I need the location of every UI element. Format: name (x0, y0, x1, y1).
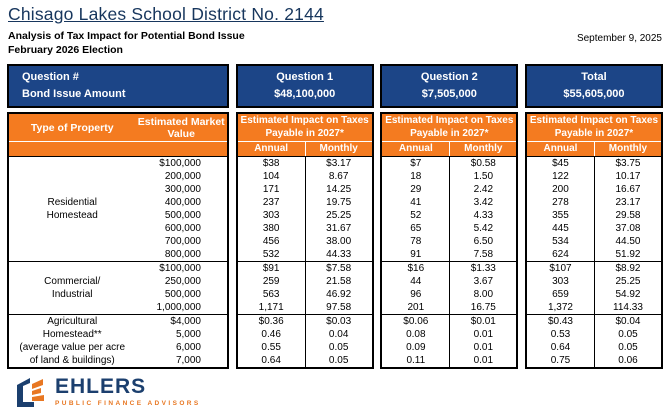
table-row (238, 341, 372, 354)
impact-header-line2: Payable in 2027* (554, 127, 634, 139)
table-row (527, 315, 661, 328)
annual-value-cell: 171 (262, 183, 280, 195)
monthly-value-cell: $0.01 (449, 315, 516, 328)
annual-value-cell: 0.46 (261, 328, 281, 340)
annual-value-cell: 0.75 (550, 354, 571, 366)
annual-value-cell: 122 (552, 170, 569, 182)
property-type-cell: (average value per acre (19, 341, 126, 353)
market-value-cell: $100,000 (159, 262, 201, 274)
table-row (238, 262, 372, 275)
table-row (382, 341, 516, 354)
impact-header-line2: Payable in 2027* (410, 127, 489, 139)
monthly-value-cell: 29.58 (594, 209, 661, 222)
annual-value-cell: 563 (262, 288, 280, 300)
annual-value-cell: 65 (410, 222, 422, 234)
question2-impact-header (382, 114, 516, 142)
monthly-value-cell: 44.50 (594, 235, 661, 248)
annual-value-cell: 0.64 (550, 341, 571, 353)
monthly-column-header: Monthly (594, 142, 661, 156)
monthly-value-cell: $7.58 (305, 262, 372, 275)
table-row (382, 288, 516, 301)
table-row (238, 222, 372, 235)
annual-value-cell: 278 (552, 196, 569, 208)
table-row (238, 354, 372, 367)
table-row (382, 196, 516, 209)
market-value-cell: $100,000 (159, 157, 201, 169)
table-row (9, 157, 227, 170)
total-subheader (527, 142, 661, 157)
monthly-value-cell: 1.50 (449, 170, 516, 183)
table-row (238, 235, 372, 248)
table-row (527, 262, 661, 275)
annual-value-cell: 52 (410, 209, 422, 221)
total-group (525, 64, 663, 369)
monthly-value-cell: $1.33 (449, 262, 516, 275)
monthly-value-cell: 3.42 (449, 196, 516, 209)
ehlers-logo-icon (15, 375, 49, 408)
annual-value-cell: 0.09 (406, 341, 426, 353)
table-row (382, 248, 516, 262)
market-value-cell: 250,000 (164, 275, 201, 287)
table-row (382, 183, 516, 196)
table-row (238, 275, 372, 288)
annual-value-cell: $0.43 (547, 315, 573, 327)
monthly-value-cell: 0.01 (449, 341, 516, 354)
table-row (382, 275, 516, 288)
document-header (0, 0, 670, 57)
market-value-cell: 300,000 (164, 183, 201, 195)
table-row (9, 315, 227, 328)
annual-value-cell: 259 (262, 275, 280, 287)
table-row (9, 183, 227, 196)
monthly-value-cell: 0.05 (594, 341, 661, 354)
table-row (238, 301, 372, 315)
table-row (9, 354, 227, 367)
annual-value-cell: 659 (552, 288, 569, 300)
table-row (382, 262, 516, 275)
table-row (238, 196, 372, 209)
annual-value-cell: 0.53 (550, 328, 571, 340)
property-table-header (9, 114, 227, 142)
monthly-value-cell: 38.00 (305, 235, 372, 248)
table-row (238, 315, 372, 328)
annual-value-cell: 201 (407, 301, 425, 313)
question1-table-body (238, 157, 372, 367)
table-row (238, 328, 372, 341)
table-row (9, 328, 227, 341)
property-type-cell: Residential (47, 196, 97, 208)
table-row (382, 222, 516, 235)
monthly-value-cell: 3.67 (449, 275, 516, 288)
table-row (382, 301, 516, 315)
monthly-value-cell: 16.75 (449, 301, 516, 314)
market-value-cell: 400,000 (164, 196, 201, 208)
monthly-value-cell: 23.17 (594, 196, 661, 209)
question1-subheader (238, 142, 372, 157)
annual-value-cell: 0.08 (406, 328, 426, 340)
annual-value-cell: 104 (262, 170, 280, 182)
table-row (527, 288, 661, 301)
table-row (382, 354, 516, 367)
annual-value-cell: 0.64 (261, 354, 281, 366)
table-row (382, 170, 516, 183)
annual-value-cell: 18 (410, 170, 422, 182)
market-value-cell: 600,000 (164, 222, 201, 234)
annual-value-cell: 41 (410, 196, 422, 208)
annual-value-cell: $45 (552, 157, 569, 169)
annual-value-cell: 1,171 (258, 301, 284, 313)
annual-value-cell: 0.55 (261, 341, 281, 353)
table-row (9, 196, 227, 209)
question2-group (380, 64, 518, 369)
question2-header (380, 64, 518, 108)
annual-value-cell: $7 (410, 157, 422, 169)
total-impact-header (527, 114, 661, 142)
market-value-cell: 500,000 (164, 288, 201, 300)
document-subtitle-1: Analysis of Tax Impact for Potential Bond Issue (8, 30, 245, 42)
market-value-cell: 7,000 (175, 354, 201, 366)
monthly-value-cell: 25.25 (594, 275, 661, 288)
annual-value-cell: 0.11 (406, 354, 426, 366)
table-row (238, 288, 372, 301)
property-type-cell: Agricultural (47, 315, 98, 327)
annual-value-cell: 456 (262, 235, 280, 247)
market-value-cell: 5,000 (175, 328, 201, 340)
table-row (9, 262, 227, 275)
question1-impact-header (238, 114, 372, 142)
footer (15, 375, 670, 408)
tax-impact-tables (0, 64, 670, 369)
ehlers-logo-tagline: PUBLIC FINANCE ADVISORS (55, 400, 201, 408)
monthly-value-cell: 97.58 (305, 301, 372, 314)
monthly-value-cell: $3.75 (594, 157, 661, 170)
total-table-body (527, 157, 661, 367)
question-number-label: Question # (22, 70, 79, 83)
table-row (9, 275, 227, 288)
question1-table (236, 112, 374, 369)
annual-value-cell: 91 (410, 248, 422, 260)
monthly-value-cell: 0.01 (449, 354, 516, 367)
question1-group (236, 64, 374, 369)
property-table-subheader (9, 142, 227, 157)
table-row (527, 209, 661, 222)
total-table (525, 112, 663, 369)
question1-header (236, 64, 374, 108)
monthly-value-cell: 0.05 (305, 354, 372, 367)
table-row (9, 170, 227, 183)
table-row (382, 328, 516, 341)
document-date: September 9, 2025 (576, 33, 662, 44)
monthly-value-cell: 4.33 (449, 209, 516, 222)
annual-value-cell: 380 (262, 222, 280, 234)
property-group (7, 64, 229, 369)
property-type-cell: of land & buildings) (29, 354, 115, 366)
bond-issue-amount-label: Bond Issue Amount (22, 88, 126, 101)
table-row (9, 301, 227, 315)
monthly-value-cell: 5.42 (449, 222, 516, 235)
annual-value-cell: $91 (262, 262, 280, 274)
table-row (238, 183, 372, 196)
monthly-value-cell: 114.33 (594, 301, 661, 314)
market-value-cell: 1,000,000 (156, 301, 201, 313)
monthly-value-cell: $3.17 (305, 157, 372, 170)
property-table-body (9, 157, 227, 367)
table-row (382, 315, 516, 328)
table-row (238, 209, 372, 222)
annual-value-cell: $16 (407, 262, 425, 274)
monthly-value-cell: 51.92 (594, 248, 661, 261)
annual-value-cell: 1,372 (547, 301, 573, 313)
table-row (382, 157, 516, 170)
table-row (9, 341, 227, 354)
property-table (7, 112, 229, 369)
annual-column-header: Annual (398, 143, 433, 155)
question2-subheader (382, 142, 516, 157)
monthly-value-cell: 6.50 (449, 235, 516, 248)
annual-value-cell: $0.06 (403, 315, 429, 327)
annual-value-cell: 44 (410, 275, 422, 287)
monthly-column-header: Monthly (305, 142, 372, 156)
monthly-value-cell: 21.58 (305, 275, 372, 288)
market-value-cell: 700,000 (164, 235, 201, 247)
monthly-value-cell: 0.06 (594, 354, 661, 367)
annual-value-cell: 534 (552, 235, 569, 247)
table-row (9, 288, 227, 301)
monthly-value-cell: 0.04 (305, 328, 372, 341)
annual-value-cell: 96 (410, 288, 422, 300)
property-type-cell: Homestead (46, 209, 98, 221)
monthly-value-cell: 25.25 (305, 209, 372, 222)
monthly-column-header: Monthly (449, 142, 516, 156)
annual-column-header: Annual (543, 143, 578, 155)
property-type-cell: Commercial/ (44, 275, 101, 287)
bond-issue-header (7, 64, 229, 108)
annual-value-cell: $107 (549, 262, 572, 274)
table-row (527, 328, 661, 341)
monthly-value-cell: 14.25 (305, 183, 372, 196)
annual-value-cell: 303 (552, 275, 569, 287)
annual-value-cell: 29 (410, 183, 422, 195)
table-row (527, 222, 661, 235)
monthly-value-cell: 37.08 (594, 222, 661, 235)
annual-value-cell: 624 (552, 248, 569, 260)
market-value-cell: 6,000 (175, 341, 201, 353)
annual-value-cell: $0.36 (258, 315, 284, 327)
impact-header-line2: Payable in 2027* (265, 127, 344, 139)
monthly-value-cell: 10.17 (594, 170, 661, 183)
monthly-value-cell: 0.01 (449, 328, 516, 341)
table-row (9, 209, 227, 222)
ehlers-logo-wordmark: EHLERS (55, 375, 147, 399)
table-row (527, 235, 661, 248)
table-row (527, 275, 661, 288)
question1-amount: $48,100,000 (274, 88, 336, 101)
table-row (9, 222, 227, 235)
annual-value-cell: 78 (410, 235, 422, 247)
table-row (527, 196, 661, 209)
monthly-value-cell: 19.75 (305, 196, 372, 209)
estimated-market-value-header: Estimated Market Value (137, 115, 225, 140)
total-amount: $55,605,000 (563, 88, 625, 101)
table-row (9, 235, 227, 248)
question2-table (380, 112, 518, 369)
monthly-value-cell: 31.67 (305, 222, 372, 235)
table-row (238, 170, 372, 183)
annual-value-cell: 237 (262, 196, 280, 208)
monthly-value-cell: 54.92 (594, 288, 661, 301)
monthly-value-cell: $8.92 (594, 262, 661, 275)
table-row (527, 170, 661, 183)
market-value-cell: $4,000 (170, 315, 201, 327)
monthly-value-cell: $0.03 (305, 315, 372, 328)
document-subtitle-2: February 2026 Election (8, 43, 123, 56)
table-row (527, 183, 661, 196)
table-row (527, 354, 661, 367)
monthly-value-cell: 7.58 (449, 248, 516, 261)
table-row (527, 157, 661, 170)
table-row (382, 209, 516, 222)
monthly-value-cell: 0.05 (594, 328, 661, 341)
monthly-value-cell: 2.42 (449, 183, 516, 196)
monthly-value-cell: 8.00 (449, 288, 516, 301)
question2-amount: $7,505,000 (421, 88, 477, 101)
impact-header-line1: Estimated Impact on Taxes (240, 115, 369, 127)
monthly-value-cell: 44.33 (305, 248, 372, 261)
table-row (527, 301, 661, 315)
property-type-cell: Homestead** (42, 328, 102, 340)
table-row (238, 157, 372, 170)
impact-header-line1: Estimated Impact on Taxes (385, 115, 514, 127)
monthly-value-cell: $0.58 (449, 157, 516, 170)
annual-value-cell: 445 (552, 222, 569, 234)
monthly-value-cell: $0.04 (594, 315, 661, 328)
annual-value-cell: 200 (552, 183, 569, 195)
table-row (527, 248, 661, 262)
monthly-value-cell: 16.67 (594, 183, 661, 196)
question2-table-body (382, 157, 516, 367)
monthly-value-cell: 0.05 (305, 341, 372, 354)
table-row (382, 235, 516, 248)
monthly-value-cell: 8.67 (305, 170, 372, 183)
table-row (527, 341, 661, 354)
property-type-cell: Industrial (51, 288, 93, 300)
table-row (9, 248, 227, 262)
total-title: Total (581, 70, 607, 83)
type-of-property-header: Type of Property (30, 121, 114, 134)
annual-column-header: Annual (254, 143, 289, 155)
annual-value-cell: $38 (262, 157, 280, 169)
page-title: Chisago Lakes School District No. 2144 (8, 4, 324, 24)
monthly-value-cell: 46.92 (305, 288, 372, 301)
question1-title: Question 1 (276, 70, 334, 83)
table-row (238, 248, 372, 262)
annual-value-cell: 532 (262, 248, 280, 260)
market-value-cell: 500,000 (164, 209, 201, 221)
total-header (525, 64, 663, 108)
impact-header-line1: Estimated Impact on Taxes (529, 115, 659, 127)
market-value-cell: 200,000 (164, 170, 201, 182)
question2-title: Question 2 (420, 70, 478, 83)
annual-value-cell: 303 (262, 209, 280, 221)
annual-value-cell: 355 (552, 209, 569, 221)
market-value-cell: 800,000 (164, 248, 201, 260)
